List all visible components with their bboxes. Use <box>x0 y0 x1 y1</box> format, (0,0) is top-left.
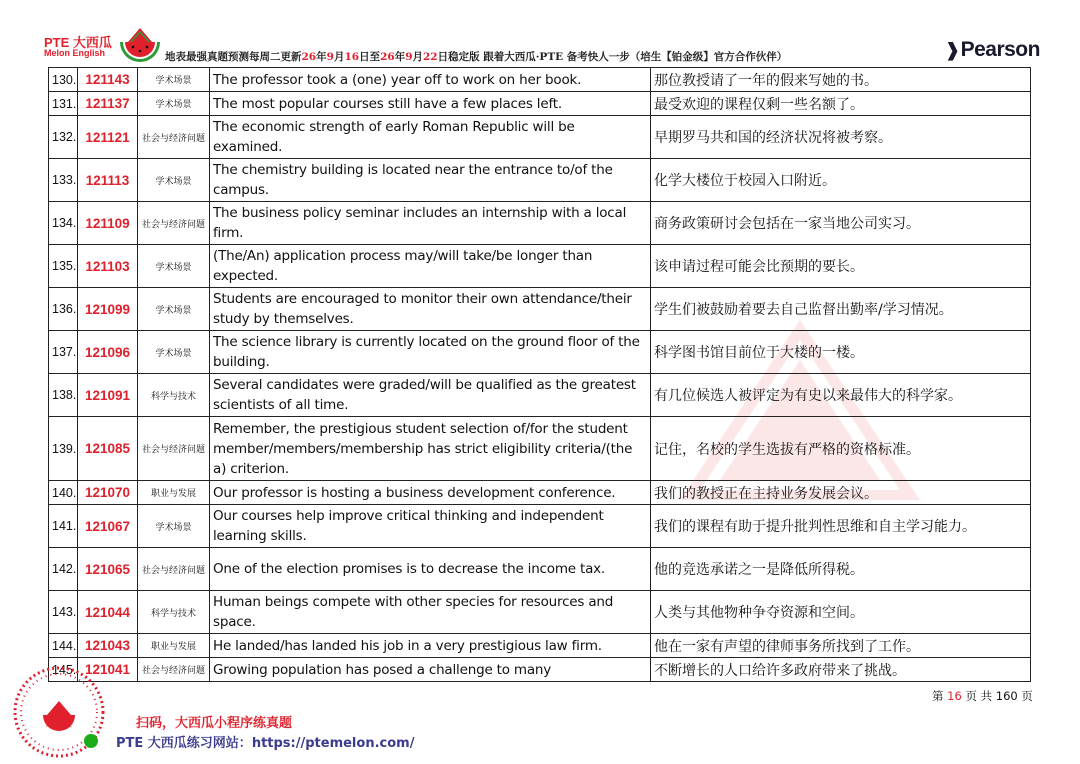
chinese-translation: 最受欢迎的课程仅剩一些名额了。 <box>651 92 1031 116</box>
page-label: 页 <box>1021 689 1033 703</box>
english-sentence: Our professor is hosting a business development conference. <box>210 481 651 505</box>
chinese-translation: 学生们被鼓励着要去自己监督出勤率/学习情况。 <box>651 288 1031 331</box>
table-row <box>49 288 1031 331</box>
table-row <box>49 658 1031 682</box>
category-label: 社会与经济问题 <box>138 548 210 591</box>
date-day-start: 16 <box>344 51 360 63</box>
row-number: 143. <box>49 591 78 634</box>
category-label: 科学与技术 <box>138 374 210 417</box>
row-number: 144. <box>49 634 78 658</box>
question-id: 121091 <box>78 374 138 417</box>
date-month-end: 9 <box>405 51 413 63</box>
row-number: 139. <box>49 417 78 481</box>
chinese-translation: 科学图书馆目前位于大楼的一楼。 <box>651 331 1031 374</box>
chinese-translation: 早期罗马共和国的经济状况将被考察。 <box>651 116 1031 159</box>
chinese-translation: 我们的课程有助于提升批判性思维和自主学习能力。 <box>651 505 1031 548</box>
wechat-icon <box>84 734 98 748</box>
category-label: 职业与发展 <box>138 634 210 658</box>
category-label: 学术场景 <box>138 92 210 116</box>
english-sentence: Our courses help improve critical thinking and independent learning skills. <box>210 505 651 548</box>
row-number: 131. <box>49 92 78 116</box>
chinese-translation: 有几位候选人被评定为有史以来最伟大的科学家。 <box>651 374 1031 417</box>
row-number: 134. <box>49 202 78 245</box>
table-row <box>49 591 1031 634</box>
table-row <box>49 92 1031 116</box>
row-number: 132. <box>49 116 78 159</box>
pearson-brand <box>945 38 1040 62</box>
chinese-translation: 该申请过程可能会比预期的要长。 <box>651 245 1031 288</box>
question-id: 121121 <box>78 116 138 159</box>
category-label: 科学与技术 <box>138 591 210 634</box>
header-text: 日至 <box>359 51 381 63</box>
header-text: 年 <box>394 51 406 63</box>
english-sentence: Several candidates were graded/will be qualified as the greatest scientists of all time. <box>210 374 651 417</box>
table-row <box>49 202 1031 245</box>
question-id: 121099 <box>78 288 138 331</box>
question-id: 121103 <box>78 245 138 288</box>
english-sentence: One of the election promises is to decrease the income tax. <box>210 548 651 591</box>
chinese-translation: 化学大楼位于校园入口附近。 <box>651 159 1031 202</box>
chinese-translation: 他的竞选承诺之一是降低所得税。 <box>651 548 1031 591</box>
row-number: 145. <box>49 658 78 682</box>
chinese-translation: 他在一家有声望的律师事务所找到了工作。 <box>651 634 1031 658</box>
questions-table <box>48 67 1031 682</box>
row-number: 135. <box>49 245 78 288</box>
row-number: 136. <box>49 288 78 331</box>
question-id: 121041 <box>78 658 138 682</box>
date-day-end: 22 <box>423 51 438 63</box>
table-row <box>49 417 1031 481</box>
table-row <box>49 548 1031 591</box>
english-sentence: The chemistry building is located near the entrance to/of the campus. <box>210 159 651 202</box>
row-number: 141. <box>49 505 78 548</box>
category-label: 学术场景 <box>138 245 210 288</box>
question-id: 121043 <box>78 634 138 658</box>
table-row <box>49 159 1031 202</box>
table-row <box>49 116 1031 159</box>
page-total: 160 <box>995 689 1018 703</box>
table-row <box>49 505 1031 548</box>
chinese-translation: 商务政策研讨会包括在一家当地公司实习。 <box>651 202 1031 245</box>
table-row <box>49 634 1031 658</box>
category-label: 学术场景 <box>138 288 210 331</box>
table-row <box>49 68 1031 92</box>
page-label: 第 <box>932 689 944 703</box>
category-label: 社会与经济问题 <box>138 658 210 682</box>
promo-website-label: PTE 大西瓜练习网站： <box>116 736 252 751</box>
pearson-label: Pearson <box>960 38 1040 61</box>
english-sentence: Growing population has posed a challenge to many <box>210 658 651 682</box>
header-text: 地表最强真题预测每周二更新 <box>165 51 302 63</box>
table-row <box>49 245 1031 288</box>
logo-subtitle: Melon English <box>44 48 106 58</box>
chinese-translation: 记住，名校的学生选拔有严格的资格标准。 <box>651 417 1031 481</box>
english-sentence: Human beings compete with other species for resources and space. <box>210 591 651 634</box>
english-sentence: The business policy seminar includes an internship with a local firm. <box>210 202 651 245</box>
english-sentence: Students are encouraged to monitor their own attendance/their study by themselves. <box>210 288 651 331</box>
question-id: 121113 <box>78 159 138 202</box>
question-id: 121096 <box>78 331 138 374</box>
svg-text:PTE 大西瓜: PTE 大西瓜 <box>46 723 72 729</box>
question-id: 121143 <box>78 68 138 92</box>
page-label: 页 共 <box>965 689 993 703</box>
category-label: 学术场景 <box>138 68 210 92</box>
header-text: 月 <box>412 51 423 63</box>
category-label: 学术场景 <box>138 331 210 374</box>
chinese-translation: 我们的教授正在主持业务发展会议。 <box>651 481 1031 505</box>
english-sentence: Remember, the prestigious student selection of/for the student member/members/membership has strict eligibility criteria/(the a) criterion. <box>210 417 651 481</box>
english-sentence: The economic strength of early Roman Republic will be examined. <box>210 116 651 159</box>
logo-title: PTE 大西瓜 <box>44 35 112 50</box>
promo-website <box>116 732 414 751</box>
pearson-mark-icon: ❱ <box>945 40 960 60</box>
header-text: 年 <box>316 51 327 63</box>
question-id: 121085 <box>78 417 138 481</box>
chinese-translation: 那位教授请了一年的假来写她的书。 <box>651 68 1031 92</box>
question-id: 121070 <box>78 481 138 505</box>
row-number: 138. <box>49 374 78 417</box>
page-number <box>932 688 1033 704</box>
english-sentence: He landed/has landed his job in a very prestigious law firm. <box>210 634 651 658</box>
header-text: 月 <box>333 51 345 63</box>
question-id: 121109 <box>78 202 138 245</box>
category-label: 学术场景 <box>138 505 210 548</box>
row-number: 140. <box>49 481 78 505</box>
promo-scan: 扫码，大西瓜小程序练真题 <box>136 716 293 731</box>
category-label: 社会与经济问题 <box>138 417 210 481</box>
category-label: 学术场景 <box>138 159 210 202</box>
english-sentence: The most popular courses still have a few places left. <box>210 92 651 116</box>
english-sentence: The professor took a (one) year off to work on her book. <box>210 68 651 92</box>
category-label: 社会与经济问题 <box>138 202 210 245</box>
table-row <box>49 331 1031 374</box>
row-number: 142. <box>49 548 78 591</box>
website-link[interactable]: https://ptemelon.com/ <box>251 736 415 751</box>
question-id: 121137 <box>78 92 138 116</box>
question-id: 121067 <box>78 505 138 548</box>
question-id: 121065 <box>78 548 138 591</box>
brand-logo <box>44 28 162 64</box>
row-number: 130. <box>49 68 78 92</box>
category-label: 社会与经济问题 <box>138 116 210 159</box>
watermelon-logo-icon <box>118 22 162 62</box>
question-id: 121044 <box>78 591 138 634</box>
english-sentence: The science library is currently located on the ground floor of the building. <box>210 331 651 374</box>
header-text: 日稳定版 跟着大西瓜·PTE 备考快人一步（培生【铂金级】官方合作伙伴） <box>437 51 788 63</box>
date-year-start: 26 <box>301 51 317 63</box>
row-number: 133. <box>49 159 78 202</box>
table-row <box>49 481 1031 505</box>
english-sentence: (The/An) application process may/will take/be longer than expected. <box>210 245 651 288</box>
category-label: 职业与发展 <box>138 481 210 505</box>
table-row <box>49 374 1031 417</box>
header-banner <box>165 49 787 64</box>
date-year-end: 26 <box>380 51 395 63</box>
chinese-translation: 不断增长的人口给许多政府带来了挑战。 <box>651 658 1031 682</box>
date-month-start: 9 <box>326 51 334 63</box>
page-current: 16 <box>947 689 962 703</box>
row-number: 137. <box>49 331 78 374</box>
chinese-translation: 人类与其他物种争夺资源和空间。 <box>651 591 1031 634</box>
